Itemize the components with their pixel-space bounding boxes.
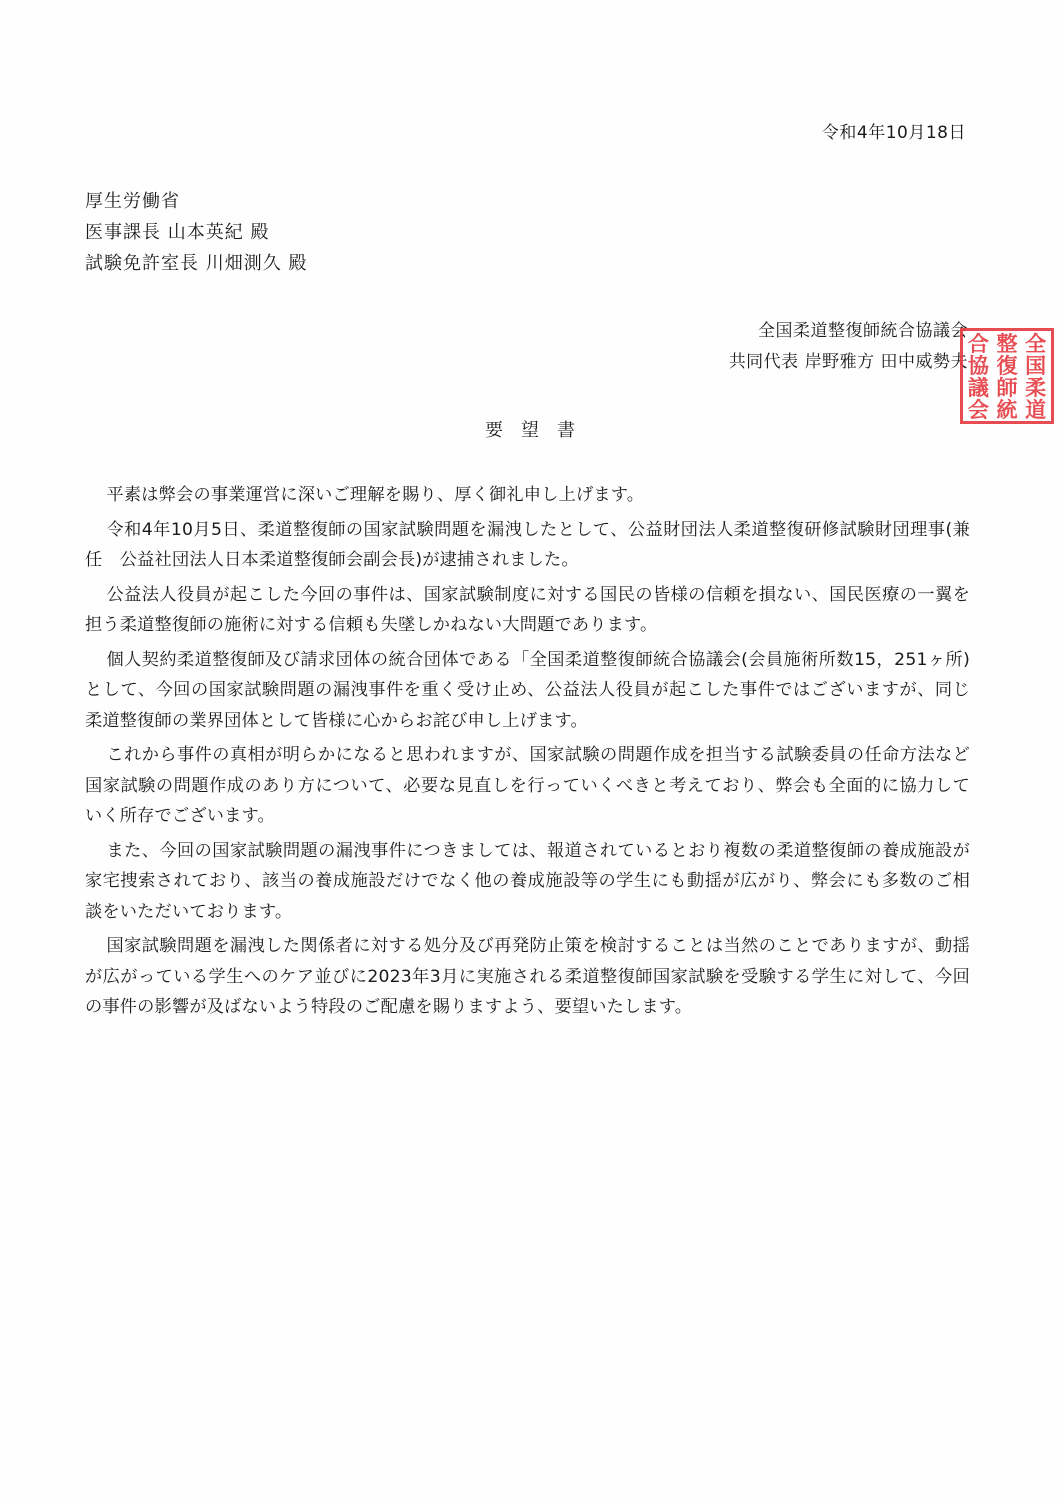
seal-character: 復 <box>996 353 1018 378</box>
seal-character: 合 <box>967 331 989 356</box>
body-paragraph: 国家試験問題を漏洩した関係者に対する処分及び再発防止策を検討することは当然のことでありますが、動揺が広がっている学生へのケア並びに2023年3月に実施される柔道整復師国家試験を受験する学生に対して、今回の事件の影響が及ばないよう特段のご配慮を賜りますよう、要望いたします。 <box>85 936 970 1017</box>
body-paragraph: 個人契約柔道整復師及び請求団体の統合団体である「全国柔道整復師統合協議会(会員施術所数15，251ヶ所)として、今回の国家試験問題の漏洩事件を重く受け止め、公益法人役員が起こした事件ではございますが、同じ柔道整復師の業界団体として皆様に心からお詫び申し上げます。 <box>85 649 970 731</box>
sender-representatives: 共同代表 岸野雅方 田中威勢夫 <box>728 352 968 372</box>
recipients-block <box>85 186 307 279</box>
recipient-ministry: 厚生労働省 <box>85 191 180 212</box>
seal-character: 統 <box>996 397 1018 422</box>
sender-block <box>729 316 968 378</box>
document-title: 要望書 <box>485 420 593 441</box>
document-date: 令和4年10月18日 <box>821 123 966 143</box>
seal-character: 柔 <box>1025 375 1047 400</box>
body-paragraph: 令和4年10月5日、柔道整復師の国家試験問題を漏洩したとして、公益財団法人柔道整復研修試験財団理事(兼任 公益社団法人日本柔道整復師会副会長)が逮捕されました。 <box>85 519 970 570</box>
seal-column <box>996 331 1018 422</box>
seal-character: 師 <box>996 375 1018 400</box>
recipient-exam-license-office-head: 試験免許室長 川畑測久 殿 <box>85 253 308 274</box>
body-paragraph: また、今回の国家試験問題の漏洩事件につきましては、報道されているとおり複数の柔道整復師の養成施設が家宅捜索されており、該当の養成施設だけでなく他の養成施設等の学生にも動揺が広がり、弊会にも多数のご相談をいただいております。 <box>85 840 970 922</box>
body-paragraph: 平素は弊会の事業運営に深いご理解を賜り、厚く御礼申し上げます。 <box>106 485 645 505</box>
body-paragraph: 公益法人役員が起こした今回の事件は、国家試験制度に対する国民の皆様の信頼を損ない、国民医療の一翼を担う柔道整復師の施術に対する信頼も失墜しかねない大問題であります。 <box>85 584 970 635</box>
seal-character: 国 <box>1025 353 1047 378</box>
seal-character: 議 <box>967 375 989 400</box>
seal-character: 協 <box>967 353 989 378</box>
seal-column <box>1025 331 1047 422</box>
seal-character: 会 <box>967 397 989 422</box>
seal-column <box>967 331 989 422</box>
organization-seal-stamp <box>960 328 1054 424</box>
body-paragraph: これから事件の真相が明らかになると思われますが、国家試験の問題作成を担当する試験委員の任命方法など国家試験の問題作成のあり方について、必要な見直しを行っていくべきと考えており、弊会も全面的に協力していく所存でございます。 <box>85 745 970 826</box>
sender-organization: 全国柔道整復師統合協議会 <box>758 321 968 341</box>
document-body <box>85 480 970 1027</box>
seal-character: 道 <box>1025 397 1047 422</box>
seal-character: 全 <box>1025 331 1047 356</box>
recipient-medical-affairs-director: 医事課長 山本英紀 殿 <box>85 222 270 243</box>
seal-character: 整 <box>996 331 1018 356</box>
